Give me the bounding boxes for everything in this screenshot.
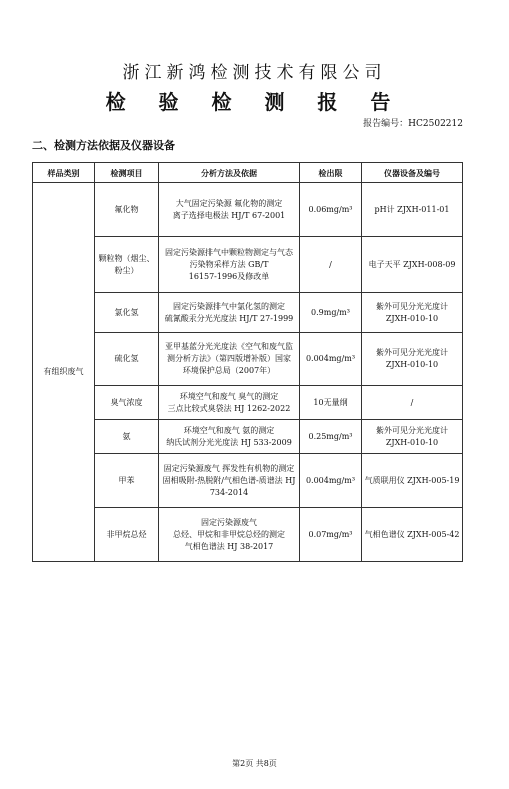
test-item-cell: 甲苯 <box>95 454 159 508</box>
instrument-cell: / <box>362 386 463 420</box>
instrument-cell: pH计 ZJXH-011-01 <box>362 183 463 237</box>
report-number-label: 报告编号： <box>363 119 409 129</box>
test-item-cell: 非甲烷总烃 <box>95 508 159 562</box>
detection-limit-cell: / <box>300 237 362 293</box>
table-row <box>33 183 463 237</box>
table-header-row <box>33 163 463 183</box>
instrument-cell: 气质联用仪 ZJXH-005-19 <box>362 454 463 508</box>
header-detection-limit: 检出限 <box>300 163 362 183</box>
test-item-cell: 颗粒物（烟尘、粉尘） <box>95 237 159 293</box>
method-cell: 固定污染源废气 挥发性有机物的测定 固相吸附-热脱附/气相色谱-质谱法 HJ 734-2014 <box>159 454 300 508</box>
table-row <box>33 293 463 333</box>
table-row <box>33 386 463 420</box>
instrument-cell: 紫外可见分光光度计 ZJXH-010-10 <box>362 293 463 333</box>
detection-limit-cell: 10无量纲 <box>300 386 362 420</box>
test-item-cell: 臭气浓度 <box>95 386 159 420</box>
method-cell: 固定污染源排气中颗粒物测定与气态 污染物采样方法 GB/T 16157-1996及修改单 <box>159 237 300 293</box>
header-instrument: 仪器设备及编号 <box>362 163 463 183</box>
report-number-value: HC2502212 <box>408 119 463 129</box>
detection-limit-cell: 0.25mg/m³ <box>300 420 362 454</box>
method-cell: 环境空气和废气 臭气的测定 三点比较式臭袋法 HJ 1262-2022 <box>159 386 300 420</box>
company-name: 浙江新鸿检测技术有限公司 <box>122 63 387 83</box>
instrument-cell: 紫外可见分光光度计 ZJXH-010-10 <box>362 333 463 386</box>
instrument-cell: 电子天平 ZJXH-008-09 <box>362 237 463 293</box>
instrument-cell: 紫外可见分光光度计 ZJXH-010-10 <box>362 420 463 454</box>
detection-limit-cell: 0.9mg/m³ <box>300 293 362 333</box>
table-row <box>33 420 463 454</box>
section-title: 二、检测方法依据及仪器设备 <box>32 139 175 152</box>
table-row <box>33 237 463 293</box>
method-cell: 亚甲基蓝分光光度法《空气和废气监 测分析方法》（第四版增补版）国家 环境保护总局（2007年） <box>159 333 300 386</box>
test-item-cell: 氯化氢 <box>95 293 159 333</box>
method-cell: 固定污染源废气 总烃、甲烷和非甲烷总烃的测定 气相色谱法 HJ 38-2017 <box>159 508 300 562</box>
test-item-cell: 硫化氢 <box>95 333 159 386</box>
method-cell: 环境空气和废气 氨的测定 纳氏试剂分光光度法 HJ 533-2009 <box>159 420 300 454</box>
page-footer: 第2页 共8页 <box>232 759 277 768</box>
header-test-item: 检测项目 <box>95 163 159 183</box>
table-row <box>33 333 463 386</box>
sample-category-cell: 有组织废气 <box>33 183 95 562</box>
detection-limit-cell: 0.07mg/m³ <box>300 508 362 562</box>
report-number <box>363 116 463 129</box>
method-cell: 大气固定污染源 氟化物的测定 离子选择电极法 HJ/T 67-2001 <box>159 183 300 237</box>
test-item-cell: 氨 <box>95 420 159 454</box>
detection-limit-cell: 0.004mg/m³ <box>300 333 362 386</box>
method-cell: 固定污染源排气中氯化氢的测定 硫氰酸汞分光光度法 HJ/T 27-1999 <box>159 293 300 333</box>
detection-limit-cell: 0.004mg/m³ <box>300 454 362 508</box>
table-body <box>33 183 463 562</box>
table-row <box>33 454 463 508</box>
detection-limit-cell: 0.06mg/m³ <box>300 183 362 237</box>
report-title: 检 验 检 测 报 告 <box>105 90 404 114</box>
test-item-cell: 氟化物 <box>95 183 159 237</box>
instrument-cell: 气相色谱仪 ZJXH-005-42 <box>362 508 463 562</box>
header-method: 分析方法及依据 <box>159 163 300 183</box>
methods-table <box>32 162 463 562</box>
header-sample-category: 样品类别 <box>33 163 95 183</box>
table-row <box>33 508 463 562</box>
